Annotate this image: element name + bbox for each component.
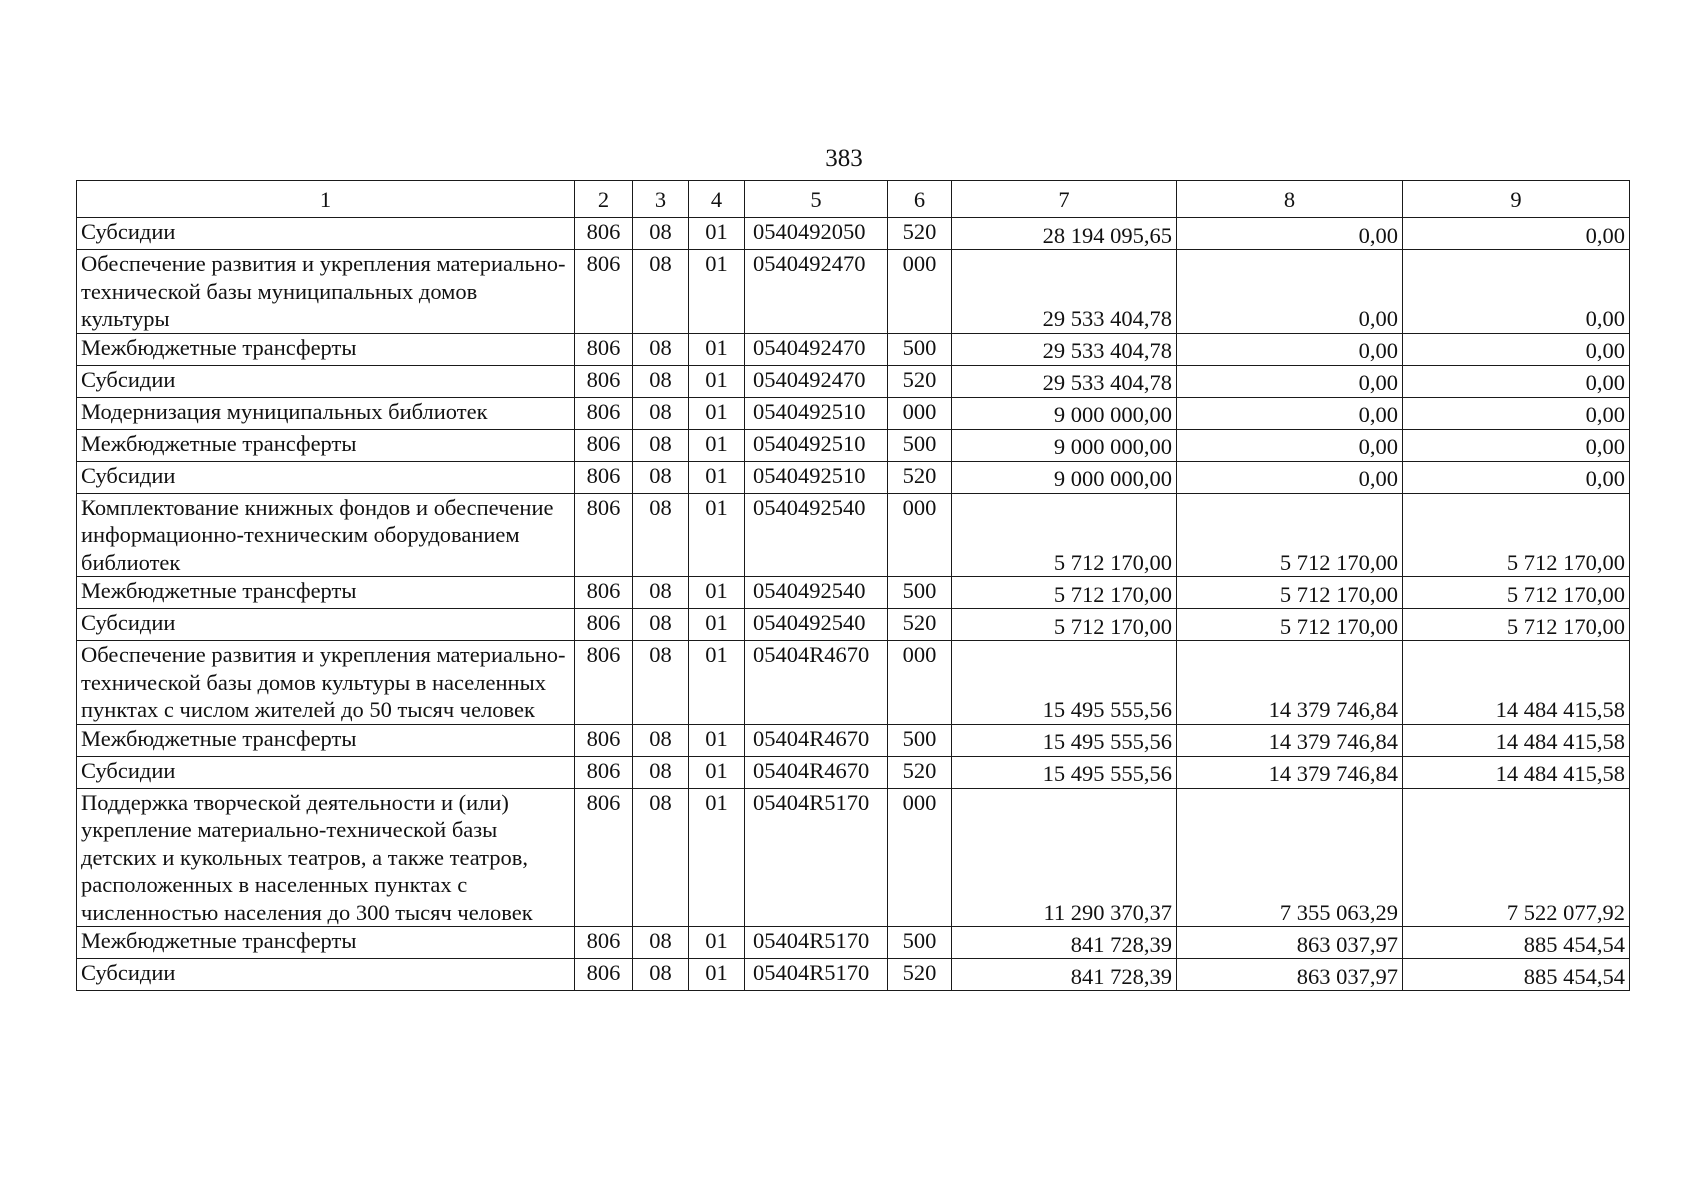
code-cell-4: 01	[689, 218, 745, 250]
table-row	[77, 429, 1630, 461]
amount-cell-8: 5 712 170,00	[1177, 493, 1403, 577]
code-cell-5: 0540492510	[745, 461, 888, 493]
code-cell-5: 0540492540	[745, 577, 888, 609]
header-cell-4: 4	[689, 181, 745, 218]
item-name-cell: Межбюджетные трансферты	[77, 429, 575, 461]
code-cell-5: 05404R5170	[745, 927, 888, 959]
code-cell-6: 520	[888, 609, 952, 641]
amount-cell-7: 15 495 555,56	[952, 756, 1177, 788]
amount-cell-8: 7 355 063,29	[1177, 788, 1403, 927]
item-name-cell: Межбюджетные трансферты	[77, 333, 575, 365]
header-row	[77, 181, 1630, 218]
table-row	[77, 333, 1630, 365]
header-cell-1: 1	[77, 181, 575, 218]
amount-cell-8: 5 712 170,00	[1177, 577, 1403, 609]
code-cell-4: 01	[689, 461, 745, 493]
code-cell-2: 806	[575, 577, 633, 609]
amount-cell-9: 0,00	[1403, 397, 1630, 429]
code-cell-5: 05404R4670	[745, 724, 888, 756]
item-name-cell: Субсидии	[77, 365, 575, 397]
amount-cell-7: 15 495 555,56	[952, 724, 1177, 756]
item-name-cell: Поддержка творческой деятельности и (или) укрепление материально-технической базы детских и кукольных театров, а также театров, расположенных в населенных пунктах с численностью населения до 300 тысяч человек	[77, 788, 575, 927]
code-cell-4: 01	[689, 927, 745, 959]
item-name-cell: Межбюджетные трансферты	[77, 927, 575, 959]
code-cell-2: 806	[575, 397, 633, 429]
header-cell-9: 9	[1403, 181, 1630, 218]
code-cell-5: 0540492510	[745, 397, 888, 429]
code-cell-3: 08	[633, 429, 689, 461]
table-row	[77, 788, 1630, 927]
code-cell-6: 500	[888, 927, 952, 959]
amount-cell-8: 0,00	[1177, 333, 1403, 365]
code-cell-4: 01	[689, 756, 745, 788]
code-cell-6: 000	[888, 250, 952, 334]
header-cell-5: 5	[745, 181, 888, 218]
amount-cell-8: 0,00	[1177, 429, 1403, 461]
code-cell-5: 0540492510	[745, 429, 888, 461]
table-row	[77, 365, 1630, 397]
amount-cell-7: 9 000 000,00	[952, 429, 1177, 461]
header-cell-7: 7	[952, 181, 1177, 218]
code-cell-2: 806	[575, 641, 633, 725]
code-cell-3: 08	[633, 641, 689, 725]
code-cell-3: 08	[633, 788, 689, 927]
table-row	[77, 724, 1630, 756]
amount-cell-9: 5 712 170,00	[1403, 609, 1630, 641]
budget-table	[76, 180, 1630, 991]
code-cell-6: 000	[888, 788, 952, 927]
amount-cell-7: 29 533 404,78	[952, 333, 1177, 365]
code-cell-4: 01	[689, 577, 745, 609]
item-name-cell: Субсидии	[77, 609, 575, 641]
amount-cell-8: 14 379 746,84	[1177, 724, 1403, 756]
code-cell-4: 01	[689, 333, 745, 365]
amount-cell-8: 0,00	[1177, 461, 1403, 493]
code-cell-5: 05404R5170	[745, 959, 888, 991]
table-row	[77, 493, 1630, 577]
amount-cell-9: 0,00	[1403, 333, 1630, 365]
code-cell-2: 806	[575, 218, 633, 250]
code-cell-4: 01	[689, 609, 745, 641]
header-cell-2: 2	[575, 181, 633, 218]
table-body	[77, 218, 1630, 991]
code-cell-3: 08	[633, 365, 689, 397]
code-cell-3: 08	[633, 493, 689, 577]
code-cell-5: 05404R5170	[745, 788, 888, 927]
item-name-cell: Комплектование книжных фондов и обеспечение информационно-техническим оборудованием библиотек	[77, 493, 575, 577]
amount-cell-7: 29 533 404,78	[952, 365, 1177, 397]
code-cell-3: 08	[633, 927, 689, 959]
amount-cell-9: 14 484 415,58	[1403, 724, 1630, 756]
code-cell-2: 806	[575, 927, 633, 959]
table-row	[77, 577, 1630, 609]
item-name-cell: Субсидии	[77, 756, 575, 788]
table-row	[77, 397, 1630, 429]
item-name-cell: Межбюджетные трансферты	[77, 577, 575, 609]
amount-cell-7: 5 712 170,00	[952, 609, 1177, 641]
code-cell-2: 806	[575, 461, 633, 493]
code-cell-3: 08	[633, 250, 689, 334]
code-cell-2: 806	[575, 959, 633, 991]
code-cell-4: 01	[689, 788, 745, 927]
code-cell-4: 01	[689, 641, 745, 725]
amount-cell-7: 5 712 170,00	[952, 577, 1177, 609]
code-cell-3: 08	[633, 959, 689, 991]
amount-cell-8: 0,00	[1177, 365, 1403, 397]
code-cell-3: 08	[633, 461, 689, 493]
code-cell-5: 0540492540	[745, 609, 888, 641]
item-name-cell: Межбюджетные трансферты	[77, 724, 575, 756]
amount-cell-9: 0,00	[1403, 218, 1630, 250]
header-cell-8: 8	[1177, 181, 1403, 218]
table-row	[77, 756, 1630, 788]
amount-cell-9: 885 454,54	[1403, 959, 1630, 991]
amount-cell-7: 15 495 555,56	[952, 641, 1177, 725]
item-name-cell: Обеспечение развития и укрепления материально-технической базы муниципальных домов культуры	[77, 250, 575, 334]
code-cell-6: 500	[888, 724, 952, 756]
item-name-cell: Субсидии	[77, 959, 575, 991]
code-cell-5: 0540492050	[745, 218, 888, 250]
amount-cell-8: 14 379 746,84	[1177, 641, 1403, 725]
code-cell-2: 806	[575, 250, 633, 334]
code-cell-3: 08	[633, 333, 689, 365]
table-row	[77, 218, 1630, 250]
amount-cell-9: 0,00	[1403, 365, 1630, 397]
item-name-cell: Обеспечение развития и укрепления материально-технической базы домов культуры в населенных пунктах с числом жителей до 50 тысяч человек	[77, 641, 575, 725]
code-cell-6: 500	[888, 333, 952, 365]
code-cell-2: 806	[575, 724, 633, 756]
amount-cell-9: 14 484 415,58	[1403, 641, 1630, 725]
amount-cell-9: 5 712 170,00	[1403, 577, 1630, 609]
code-cell-3: 08	[633, 397, 689, 429]
code-cell-3: 08	[633, 218, 689, 250]
amount-cell-9: 7 522 077,92	[1403, 788, 1630, 927]
table-row	[77, 641, 1630, 725]
amount-cell-8: 0,00	[1177, 250, 1403, 334]
amount-cell-8: 863 037,97	[1177, 927, 1403, 959]
amount-cell-7: 28 194 095,65	[952, 218, 1177, 250]
amount-cell-9: 885 454,54	[1403, 927, 1630, 959]
amount-cell-7: 841 728,39	[952, 959, 1177, 991]
amount-cell-7: 9 000 000,00	[952, 461, 1177, 493]
code-cell-6: 000	[888, 493, 952, 577]
amount-cell-8: 863 037,97	[1177, 959, 1403, 991]
item-name-cell: Субсидии	[77, 461, 575, 493]
code-cell-6: 000	[888, 641, 952, 725]
amount-cell-7: 841 728,39	[952, 927, 1177, 959]
item-name-cell: Субсидии	[77, 218, 575, 250]
code-cell-6: 000	[888, 397, 952, 429]
code-cell-6: 500	[888, 577, 952, 609]
code-cell-5: 0540492470	[745, 365, 888, 397]
code-cell-4: 01	[689, 493, 745, 577]
code-cell-6: 520	[888, 959, 952, 991]
amount-cell-8: 14 379 746,84	[1177, 756, 1403, 788]
code-cell-3: 08	[633, 609, 689, 641]
amount-cell-8: 0,00	[1177, 218, 1403, 250]
code-cell-3: 08	[633, 577, 689, 609]
amount-cell-7: 5 712 170,00	[952, 493, 1177, 577]
code-cell-5: 05404R4670	[745, 756, 888, 788]
code-cell-2: 806	[575, 788, 633, 927]
page-number: 383	[825, 145, 863, 172]
code-cell-6: 520	[888, 756, 952, 788]
code-cell-4: 01	[689, 250, 745, 334]
code-cell-4: 01	[689, 959, 745, 991]
code-cell-2: 806	[575, 429, 633, 461]
table-row	[77, 959, 1630, 991]
code-cell-4: 01	[689, 397, 745, 429]
amount-cell-7: 9 000 000,00	[952, 397, 1177, 429]
code-cell-4: 01	[689, 365, 745, 397]
code-cell-4: 01	[689, 724, 745, 756]
amount-cell-8: 0,00	[1177, 397, 1403, 429]
amount-cell-9: 5 712 170,00	[1403, 493, 1630, 577]
amount-cell-9: 0,00	[1403, 461, 1630, 493]
code-cell-6: 520	[888, 461, 952, 493]
code-cell-3: 08	[633, 756, 689, 788]
table-row	[77, 927, 1630, 959]
code-cell-2: 806	[575, 609, 633, 641]
table-row	[77, 609, 1630, 641]
code-cell-3: 08	[633, 724, 689, 756]
code-cell-6: 520	[888, 218, 952, 250]
code-cell-2: 806	[575, 493, 633, 577]
code-cell-5: 05404R4670	[745, 641, 888, 725]
amount-cell-7: 29 533 404,78	[952, 250, 1177, 334]
code-cell-5: 0540492470	[745, 250, 888, 334]
code-cell-2: 806	[575, 333, 633, 365]
amount-cell-7: 11 290 370,37	[952, 788, 1177, 927]
header-cell-6: 6	[888, 181, 952, 218]
code-cell-6: 520	[888, 365, 952, 397]
amount-cell-9: 0,00	[1403, 429, 1630, 461]
code-cell-5: 0540492470	[745, 333, 888, 365]
code-cell-2: 806	[575, 756, 633, 788]
header-cell-3: 3	[633, 181, 689, 218]
item-name-cell: Модернизация муниципальных библиотек	[77, 397, 575, 429]
table-row	[77, 461, 1630, 493]
table-row	[77, 250, 1630, 334]
code-cell-6: 500	[888, 429, 952, 461]
code-cell-5: 0540492540	[745, 493, 888, 577]
amount-cell-9: 0,00	[1403, 250, 1630, 334]
code-cell-2: 806	[575, 365, 633, 397]
amount-cell-9: 14 484 415,58	[1403, 756, 1630, 788]
amount-cell-8: 5 712 170,00	[1177, 609, 1403, 641]
code-cell-4: 01	[689, 429, 745, 461]
